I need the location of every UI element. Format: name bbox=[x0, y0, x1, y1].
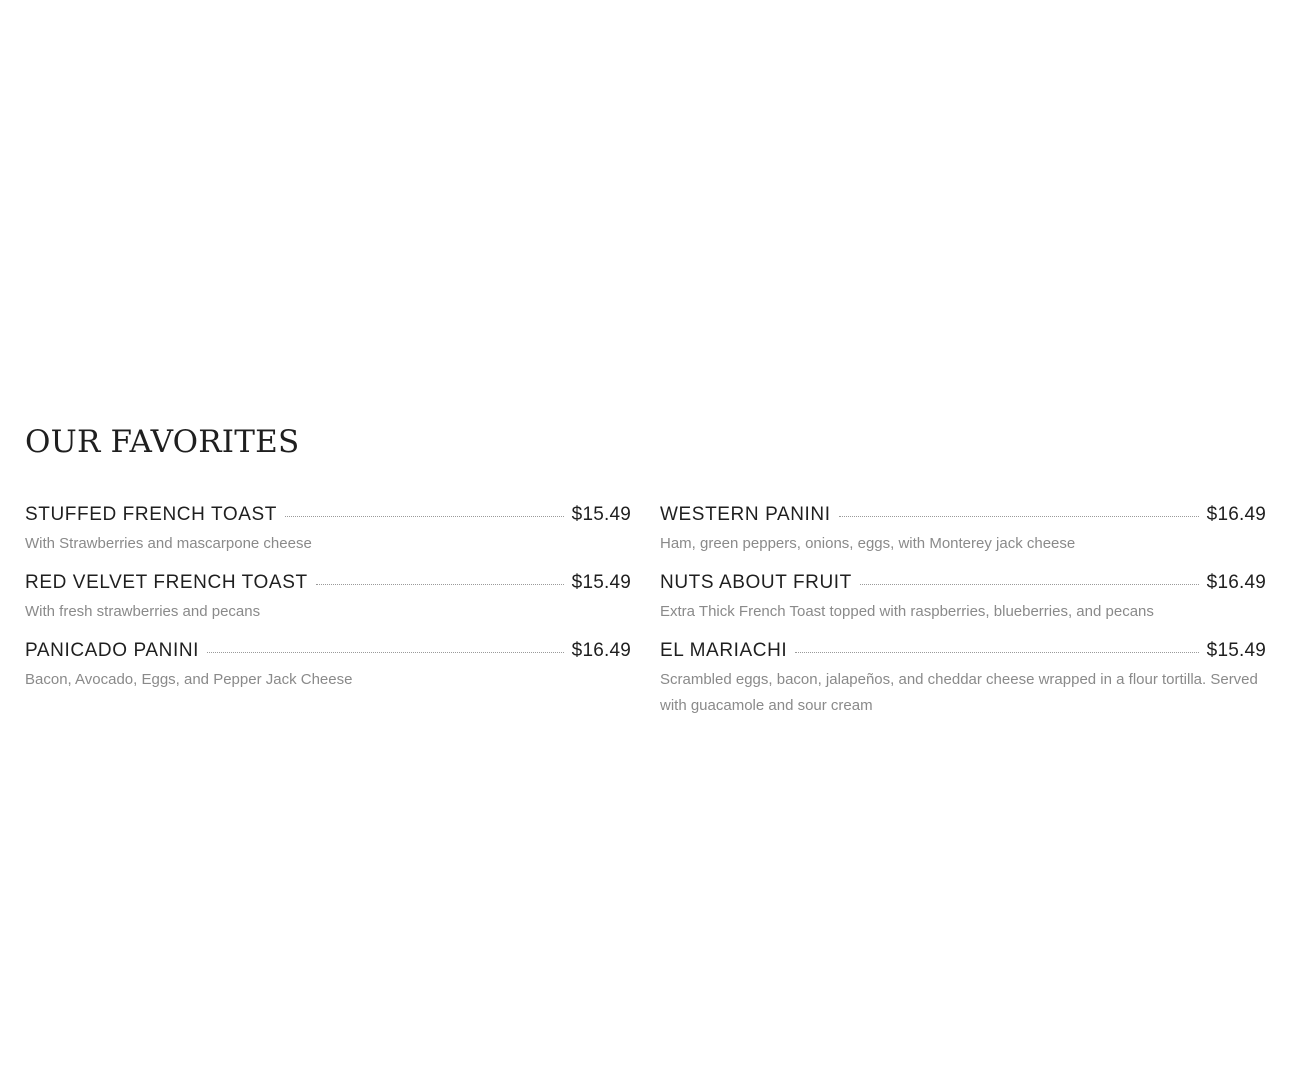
menu-item bbox=[660, 504, 1266, 557]
menu-item-price: $16.49 bbox=[571, 640, 631, 661]
menu-item-price: $15.49 bbox=[1206, 640, 1266, 661]
menu-item-header bbox=[25, 504, 631, 526]
menu-item-description: With fresh strawberries and pecans bbox=[25, 603, 261, 620]
menu-column-right bbox=[660, 504, 1266, 734]
dotted-leader bbox=[285, 516, 564, 517]
menu-item-price: $15.49 bbox=[571, 572, 631, 593]
menu-item-name: STUFFED FRENCH TOAST bbox=[25, 504, 277, 525]
menu-item-header bbox=[660, 640, 1266, 662]
dotted-leader bbox=[795, 652, 1198, 653]
menu-item-header bbox=[25, 572, 631, 594]
menu-item-name: EL MARIACHI bbox=[660, 640, 788, 661]
favorites-section bbox=[25, 420, 1266, 714]
menu-item bbox=[25, 640, 631, 693]
menu-item-name: NUTS ABOUT FRUIT bbox=[660, 572, 852, 593]
menu-item-description: Bacon, Avocado, Eggs, and Pepper Jack Cheese bbox=[25, 671, 353, 688]
dotted-leader bbox=[207, 652, 564, 653]
menu-item-name: PANICADO PANINI bbox=[25, 640, 200, 661]
menu-item-description: With Strawberries and mascarpone cheese bbox=[25, 535, 312, 552]
menu-item-header bbox=[660, 504, 1266, 526]
menu-item-name: RED VELVET FRENCH TOAST bbox=[25, 572, 308, 593]
menu-item bbox=[660, 640, 1266, 719]
dotted-leader bbox=[839, 516, 1199, 517]
dotted-leader bbox=[860, 584, 1199, 585]
menu-item-price: $16.49 bbox=[1206, 572, 1266, 593]
menu-item-header bbox=[660, 572, 1266, 594]
menu-item-header bbox=[25, 640, 631, 662]
menu-item-description: Ham, green peppers, onions, eggs, with Monterey jack cheese bbox=[660, 535, 1076, 552]
menu-item bbox=[25, 572, 631, 625]
menu-item-price: $16.49 bbox=[1206, 504, 1266, 525]
menu-item-description: Extra Thick French Toast topped with raspberries, blueberries, and pecans bbox=[660, 603, 1154, 620]
menu-item bbox=[25, 504, 631, 557]
section-title: OUR FAVORITES bbox=[25, 424, 300, 460]
menu-column-left bbox=[25, 504, 631, 708]
dotted-leader bbox=[316, 584, 564, 585]
menu-item-description: Scrambled eggs, bacon, jalapeños, and cheddar cheese wrapped in a flour tortilla. Served with guacamole and sour cream bbox=[660, 671, 1258, 714]
menu-item bbox=[660, 572, 1266, 625]
menu-item-name: WESTERN PANINI bbox=[660, 504, 831, 525]
menu-item-price: $15.49 bbox=[571, 504, 631, 525]
